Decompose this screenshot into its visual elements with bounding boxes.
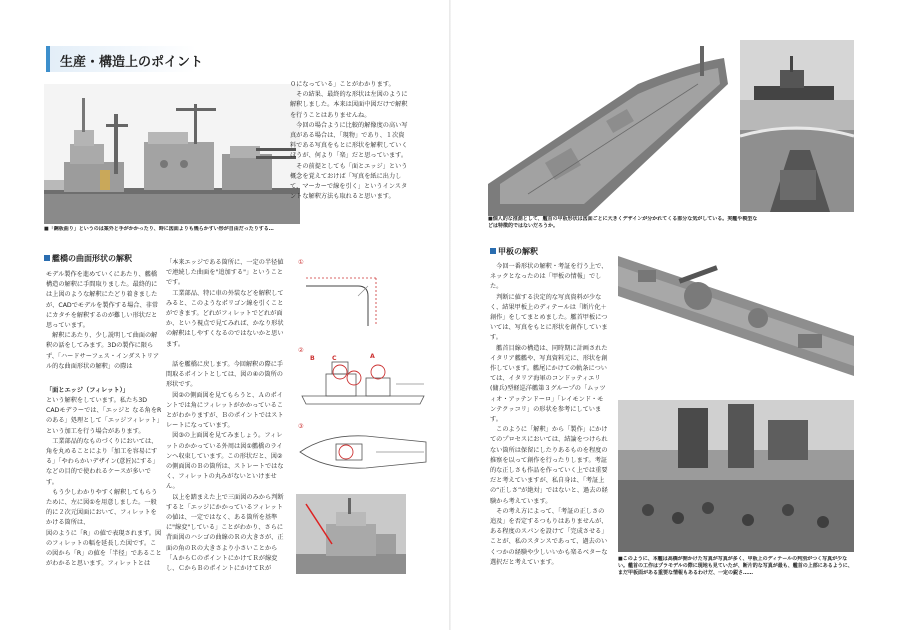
section-heading-bridge-text: 艦橋の曲面形状の解釈 xyxy=(52,254,132,263)
page-gutter xyxy=(449,0,451,630)
body-column-b-top-text: ０になっている」ことがわかります。 その結果、最終的な形状は左図のように解釈しました。本来は図面中図だけで解釈を行うことはありませんね。 今回の場合ように比較的解像度の高い写真がある場合は、「現物」であり、１次資料である写真をもとに形状を解釈していくほうが、何より「楽」だと思っています。 その前提としても「面とエッジ」という概念を覚えておけば「写真を紙に出力して、マーカーで線を引く」というインスタントな解釈方法も取れると思います。 xyxy=(290,81,408,201)
top-right-caption: ■個人的な推測として、艦首の甲板形状は図面ごとに大きくデザインが分かれてくる部分な気がしている。実艦や模型などは特徴的ではないだろうか。 xyxy=(488,216,758,229)
bow-deck-render xyxy=(488,44,728,216)
ship-bridge-render xyxy=(44,84,300,224)
section-heading-deck-text: 甲板の解釈 xyxy=(498,247,538,256)
bridge-model-photo xyxy=(296,494,406,574)
crew-deck-photo xyxy=(618,400,854,552)
fig2-label-b: B xyxy=(310,355,315,362)
section-title-bar xyxy=(46,46,204,72)
body-column-a-continued: という解釈をしています。私たち3D CADモデラーでは、「エッジと なる角をRのある」処理として「エッジフィレット」という加工を行う場合があります。 工業部品的なものづくりにおいては、角を丸めることにより「加工を容易にする」「やわらかいデザイン(意匠)にする」などの目的で使われるケースが多いです。 もう少しわかりやすく解釈してもらうために、左に図①を用意しました。一般的に２次元図面において、フィレットをかける箇所は、 図のように「R」の値で表現されます。図のフィレットの幅を延長した図です。この図から「R」の値を「半径」であることがわかると思います。フィレットとは xyxy=(46,397,162,568)
fig3-label: ③ xyxy=(298,423,304,430)
fig1-label: ① xyxy=(298,259,304,266)
top-photo-caption: ■「鋼板曲り」というのは案外と手がかかったり、時に図面よりも幾らかすい形が自由だったりする… xyxy=(44,226,274,232)
deck-guns-render xyxy=(618,246,854,394)
page-title: 生産・構造上のポイント xyxy=(60,55,204,70)
heading-marker-icon xyxy=(490,248,496,254)
right-page xyxy=(462,8,887,618)
section-heading-bridge xyxy=(44,253,132,264)
ship-bridge-illustration xyxy=(44,84,300,224)
body-column-a-emphasis: 「面とエッジ（フィレット）」 xyxy=(46,387,129,394)
section-heading-deck xyxy=(490,246,538,257)
fig3-top-view xyxy=(296,420,430,484)
fig2-label-c: C xyxy=(332,355,337,362)
fig2-label-a: A xyxy=(370,353,375,360)
body-column-a: モデル製作を進めていくにあたり、艦橋構造の解釈に手間取りました。最終的には上図のような解釈にたどり着きましたが、CADでモデルを製作する場合、非常にカタチを解釈するのが難しい形状だと思っています。 解釈にあたり、少し説明して曲面の解釈の話をしてみます。3Dの製作に限らず、「ハードサーフェス・インダストリアル的な曲面形状の解釈」の際は xyxy=(46,271,160,370)
heading-marker-icon xyxy=(44,255,50,261)
bottom-right-caption: ■このように、本艦は高橋が開かけた写真が写真が多く、甲板上のディテールの判別がつく写真が少ない。艦首の工作はプラモデルの際に現地も見ていたが、断片的な写真が最も、艦首の上部にあるように、まだ甲板面がある重要な情報もあるわけだ、一定の鋭さ…… xyxy=(618,556,853,576)
fig1-fillet-diagram xyxy=(296,256,410,334)
destroyer-sea-photo xyxy=(740,40,854,212)
fig2-label: ② xyxy=(298,347,304,354)
body-column-b: 「本来エッジである箇所に、一定の半径値で連続した曲面を"追加する"」ということです。 工業部品、特に車の外装などを解釈してみると、このようなポリゴン線を引くことができます。どれがフィレットでどれが面か、という視点で見てみれば、かなり形状の解釈はしやすくなるのではないかと思います。 話を艦橋に戻します。今回解釈の際に手間取るポイントとしては、図の④の箇所の形状です。 図②の側面図を見てもらうと、Ａのポイントでは角にフィレットがかかっていることがわかりますが、Ｂのポイントではストレートになっています。 図③の上面図を見てみましょう。フィレットのかかっている外周は図①艦橋のラインへ収束しています。この形状だと、図②の側面図のＢの箇所は、ストレートではなく、フィレットの丸みがないといけません。 以上を踏まえた上で三面図のみから判断すると「エッジにかかっているフィレットの値は、一定ではなく、ある箇所を基準に"線変"している」ことがわかり、さらに背面図のハシゴの曲線のＲの大きさが、正面の角のＲの大きさより小さいことから 「ＡからＣのポイントにかけてＲが線変し、ＣからＢのポイントにかけてＲが xyxy=(166,259,284,573)
body-deck-column: 今回一番形状の解釈・考証を行う上で、ネックとなったのは「甲板の情報」でした。 判断に値する決定的な写真資料が少なく、結果甲板上のディテールは「断片化＋創作」をしてまとめました。艦首甲板については、写真をもとに形状を創作しています。 艦首目線の構造は、同時期に計画されたイタリア艦艦や、写真資料元に、形状を創作しています。艦尾にかけての軌条については、イタリア海軍のコンドッティエリ(傭兵)型軽巡洋艦第３グループの「ムッツィオ・アッテンドーロ」「レイモンド・モンテクッコリ」の形状を参考にしています。 このように「解釈」から「製作」にかけてのプロセスにおいては、結論をつけられない箇所は保留にしたりあるものを程度の推察を以って創作を行ったりします。考証的な正しさも作品を作っていく上では重要だと考えていますが、私自身は、「考証上の“正しさ”が絶対」ではないと、過去の経験から考えています。 その考え方によって、「考証の正しさの追及」を否定するつもりはありませんが、ある程度のスパンを設けて「完成させる」ことが、私のスタンスであって、過去のいくつかの経験や少しいいかも楽るべターな選択だと考えています。 xyxy=(490,263,608,566)
